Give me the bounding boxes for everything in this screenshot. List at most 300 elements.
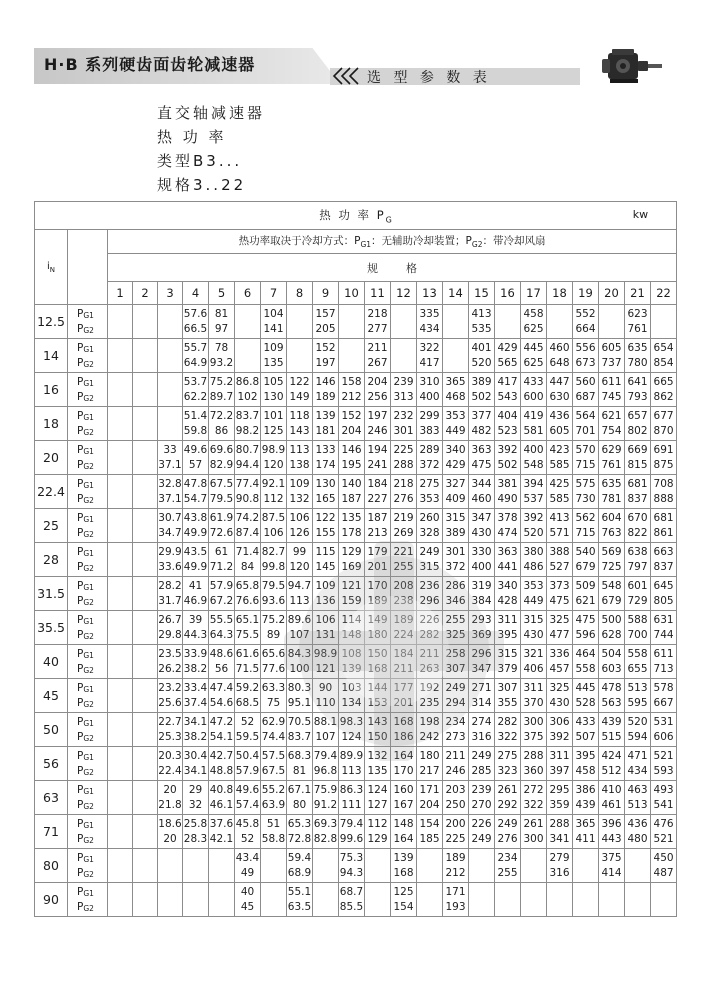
value-cell bbox=[287, 747, 313, 781]
value-cell bbox=[287, 781, 313, 815]
value-pg2: 49 bbox=[240, 866, 255, 879]
size-col-10: 10 bbox=[339, 282, 365, 305]
value-pg2: 95.1 bbox=[287, 696, 312, 709]
value-pg2: 313 bbox=[393, 390, 414, 403]
table-row bbox=[35, 781, 677, 815]
value-pg1: 152 bbox=[315, 341, 336, 354]
value-cell bbox=[391, 305, 417, 339]
value-pair bbox=[625, 783, 650, 813]
value-pg2: 113 bbox=[341, 764, 362, 777]
value-cell bbox=[313, 611, 339, 645]
value-pair bbox=[495, 443, 520, 473]
value-pg1: 40.8 bbox=[209, 783, 234, 796]
value-pg1: 249 bbox=[445, 681, 466, 694]
value-pair bbox=[158, 613, 182, 643]
value-pg2: 54.6 bbox=[209, 696, 234, 709]
value-pg2: 242 bbox=[419, 730, 440, 743]
value-pg1: 81 bbox=[214, 307, 229, 320]
value-cell bbox=[443, 849, 469, 883]
value-cell bbox=[287, 373, 313, 407]
value-cell bbox=[599, 611, 625, 645]
value-cell bbox=[391, 815, 417, 849]
value-pg1 bbox=[339, 341, 364, 356]
value-cell bbox=[469, 713, 495, 747]
pg-label-sub: G1 bbox=[83, 480, 94, 490]
value-cell bbox=[339, 475, 365, 509]
value-pair bbox=[287, 613, 312, 643]
value-pg2: 288 bbox=[393, 458, 414, 471]
value-pg1 bbox=[108, 579, 132, 594]
value-pg1: 52 bbox=[240, 715, 255, 728]
value-pg1: 192 bbox=[419, 681, 440, 694]
value-pair bbox=[108, 885, 132, 915]
value-pg2: 29.8 bbox=[158, 628, 182, 641]
value-cell bbox=[133, 747, 158, 781]
value-pair bbox=[287, 545, 312, 575]
value-cell bbox=[417, 407, 443, 441]
value-pg1: 75.3 bbox=[339, 851, 364, 864]
value-pg2: 273 bbox=[445, 730, 466, 743]
value-pg1: 560 bbox=[575, 375, 596, 388]
value-pg1 bbox=[133, 851, 157, 866]
value-pg1: 531 bbox=[653, 715, 674, 728]
value-pg2 bbox=[417, 900, 442, 915]
size-col-13: 13 bbox=[417, 282, 443, 305]
value-pg1: 105 bbox=[263, 375, 284, 388]
pg-label-main: P bbox=[77, 866, 84, 879]
value-cell bbox=[651, 339, 677, 373]
value-pg2: 246 bbox=[445, 764, 466, 777]
value-pair bbox=[573, 749, 598, 779]
value-pair bbox=[599, 307, 624, 337]
value-pg1 bbox=[599, 307, 624, 322]
value-pg1: 623 bbox=[627, 307, 648, 320]
value-pg1: 18.6 bbox=[158, 817, 182, 830]
value-pair bbox=[133, 579, 157, 609]
value-pg2: 31.7 bbox=[158, 594, 182, 607]
pg-label-main: P bbox=[77, 341, 84, 354]
value-cell bbox=[235, 679, 261, 713]
value-pg1: 340 bbox=[445, 443, 466, 456]
pg-label-main: P bbox=[77, 511, 84, 524]
pg-label-wrap bbox=[77, 511, 107, 541]
value-pg1: 353 bbox=[523, 579, 544, 592]
pg-label-main: P bbox=[77, 545, 84, 558]
value-pg2: 189 bbox=[367, 594, 388, 607]
value-pg1 bbox=[547, 885, 572, 900]
value-pair bbox=[521, 715, 546, 745]
value-pg1: 34.1 bbox=[183, 715, 208, 728]
value-pair bbox=[108, 409, 132, 439]
value-pg1: 344 bbox=[471, 477, 492, 490]
value-pg2: 75 bbox=[266, 696, 281, 709]
value-cell bbox=[133, 475, 158, 509]
value-pair bbox=[235, 647, 260, 677]
value-cell bbox=[443, 577, 469, 611]
value-pg2 bbox=[313, 900, 338, 915]
value-pg2: 507 bbox=[575, 730, 596, 743]
value-pair bbox=[235, 477, 260, 507]
value-cell bbox=[313, 441, 339, 475]
value-pg1 bbox=[133, 783, 157, 798]
value-pg1: 61.6 bbox=[235, 647, 260, 660]
value-pair bbox=[365, 817, 390, 847]
value-pg2 bbox=[183, 900, 208, 915]
value-pair bbox=[469, 511, 494, 541]
value-cell bbox=[158, 747, 183, 781]
value-pg2 bbox=[133, 798, 157, 813]
value-pg1: 439 bbox=[601, 715, 622, 728]
value-pair bbox=[469, 647, 494, 677]
value-cell bbox=[573, 373, 599, 407]
value-pg1: 381 bbox=[497, 477, 518, 490]
pg-label-cell bbox=[68, 577, 108, 611]
size-col-21: 21 bbox=[625, 282, 651, 305]
cooling-note-part-2: ：无辅助冷却装置；P bbox=[371, 235, 472, 248]
value-pg2: 761 bbox=[601, 458, 622, 471]
value-cell bbox=[133, 815, 158, 849]
value-pg2: 212 bbox=[341, 390, 362, 403]
value-pair bbox=[108, 851, 132, 881]
value-pair bbox=[651, 443, 676, 473]
value-pg2: 543 bbox=[497, 390, 518, 403]
value-pg1: 55.2 bbox=[261, 783, 286, 796]
value-cell bbox=[108, 373, 133, 407]
pg-label-sub: G2 bbox=[83, 869, 94, 879]
value-cell bbox=[209, 543, 235, 577]
value-pair bbox=[108, 579, 132, 609]
value-pg1: 70.5 bbox=[287, 715, 312, 728]
value-cell bbox=[235, 543, 261, 577]
value-pg2: 67.2 bbox=[209, 594, 234, 607]
value-pair bbox=[573, 851, 598, 881]
value-cell bbox=[365, 611, 391, 645]
value-pair bbox=[287, 579, 312, 609]
value-pair bbox=[183, 647, 208, 677]
value-cell bbox=[625, 543, 651, 577]
value-pg1: 177 bbox=[393, 681, 414, 694]
value-cell bbox=[235, 611, 261, 645]
value-pg2: 159 bbox=[341, 594, 362, 607]
value-pg1: 171 bbox=[445, 885, 466, 898]
value-pg2 bbox=[108, 356, 132, 371]
value-cell bbox=[651, 305, 677, 339]
value-pg1: 307 bbox=[497, 681, 518, 694]
pg-label-sub: G2 bbox=[83, 427, 94, 437]
value-pair bbox=[287, 681, 312, 711]
value-pair bbox=[287, 817, 312, 847]
value-cell bbox=[417, 781, 443, 815]
value-cell bbox=[495, 305, 521, 339]
value-pg1: 401 bbox=[471, 341, 492, 354]
ratio-header bbox=[35, 230, 68, 305]
value-cell bbox=[313, 815, 339, 849]
value-cell bbox=[599, 475, 625, 509]
value-pg2: 34.1 bbox=[183, 764, 208, 777]
value-cell bbox=[443, 815, 469, 849]
value-pg1 bbox=[108, 647, 132, 662]
value-pg2: 429 bbox=[445, 458, 466, 471]
pg-label-main: P bbox=[77, 594, 84, 607]
value-pair bbox=[235, 341, 260, 371]
value-pg1 bbox=[108, 477, 132, 492]
value-cell bbox=[339, 815, 365, 849]
value-pg2: 375 bbox=[523, 730, 544, 743]
value-pg1 bbox=[133, 477, 157, 492]
value-pg2: 477 bbox=[549, 628, 570, 641]
value-pg1: 436 bbox=[627, 817, 648, 830]
value-pair bbox=[209, 341, 234, 371]
value-cell bbox=[547, 475, 573, 509]
value-pg1: 288 bbox=[549, 817, 570, 830]
value-pg2 bbox=[313, 866, 338, 881]
value-pg2: 178 bbox=[341, 526, 362, 539]
value-pair bbox=[133, 749, 157, 779]
value-pg1: 657 bbox=[627, 409, 648, 422]
value-pg2: 585 bbox=[549, 458, 570, 471]
value-pair bbox=[417, 579, 442, 609]
value-pair bbox=[183, 817, 208, 847]
size-col-3: 3 bbox=[158, 282, 183, 305]
value-pg1: 377 bbox=[471, 409, 492, 422]
value-pg1 bbox=[183, 851, 208, 866]
value-pg2: 563 bbox=[601, 696, 622, 709]
value-pg1: 108 bbox=[341, 647, 362, 660]
value-cell bbox=[469, 679, 495, 713]
value-cell bbox=[521, 373, 547, 407]
value-cell bbox=[133, 781, 158, 815]
value-cell bbox=[158, 339, 183, 373]
value-pg1: 504 bbox=[601, 647, 622, 660]
value-pair bbox=[417, 375, 442, 405]
value-pg1: 258 bbox=[445, 647, 466, 660]
value-cell bbox=[573, 339, 599, 373]
value-pg1: 211 bbox=[419, 647, 440, 660]
value-cell bbox=[599, 747, 625, 781]
value-cell bbox=[158, 475, 183, 509]
value-cell bbox=[235, 815, 261, 849]
value-cell bbox=[365, 509, 391, 543]
size-col-15: 15 bbox=[469, 282, 495, 305]
value-pg2: 621 bbox=[575, 594, 596, 607]
pg-label-1 bbox=[77, 749, 107, 764]
value-pair bbox=[547, 545, 572, 575]
value-pair bbox=[287, 307, 312, 337]
value-pg2 bbox=[235, 322, 260, 337]
value-pg2: 76.6 bbox=[235, 594, 260, 607]
value-pg1: 168 bbox=[393, 715, 414, 728]
value-pg1: 396 bbox=[601, 817, 622, 830]
value-pg2: 667 bbox=[653, 696, 674, 709]
value-pg2 bbox=[158, 322, 182, 337]
value-pair bbox=[313, 511, 338, 541]
pg-label-cell bbox=[68, 815, 108, 849]
value-cell bbox=[625, 849, 651, 883]
pg-label-main: P bbox=[77, 628, 84, 641]
value-pair bbox=[133, 681, 157, 711]
value-pair bbox=[521, 579, 546, 609]
value-pair bbox=[287, 851, 312, 881]
value-pg2: 443 bbox=[601, 832, 622, 845]
value-pair bbox=[443, 783, 468, 813]
value-pg2 bbox=[495, 322, 520, 337]
value-pg1 bbox=[133, 375, 157, 390]
size-col-7: 7 bbox=[261, 282, 287, 305]
value-pg1: 211 bbox=[445, 749, 466, 762]
value-cell bbox=[183, 543, 209, 577]
value-pg1 bbox=[108, 783, 132, 798]
value-pg1: 353 bbox=[445, 409, 466, 422]
value-pg2 bbox=[158, 390, 182, 405]
value-pg2: 174 bbox=[315, 458, 336, 471]
value-pg2 bbox=[417, 866, 442, 881]
value-pg1 bbox=[133, 613, 157, 628]
value-pair bbox=[209, 375, 234, 405]
value-pair bbox=[158, 647, 182, 677]
value-pair bbox=[521, 511, 546, 541]
value-pg1: 198 bbox=[419, 715, 440, 728]
value-pg1: 433 bbox=[575, 715, 596, 728]
value-pair bbox=[599, 409, 624, 439]
value-cell bbox=[651, 577, 677, 611]
value-pg2 bbox=[158, 424, 182, 439]
value-cell bbox=[339, 441, 365, 475]
value-cell bbox=[625, 577, 651, 611]
value-cell bbox=[495, 475, 521, 509]
value-pair bbox=[158, 749, 182, 779]
value-pg1: 106 bbox=[289, 511, 310, 524]
value-pg2: 22.4 bbox=[158, 764, 182, 777]
value-pair bbox=[365, 647, 390, 677]
value-cell bbox=[599, 305, 625, 339]
pg-label-sub: G1 bbox=[83, 650, 94, 660]
value-pg2 bbox=[391, 322, 416, 337]
value-pair bbox=[651, 579, 676, 609]
value-pg1: 152 bbox=[341, 409, 362, 422]
value-pg1: 41 bbox=[188, 579, 203, 592]
value-pair bbox=[183, 511, 208, 541]
value-pair bbox=[521, 851, 546, 881]
value-cell bbox=[365, 407, 391, 441]
value-pg2: 316 bbox=[549, 866, 570, 879]
value-pg1: 509 bbox=[575, 579, 596, 592]
value-pg2: 167 bbox=[393, 798, 414, 811]
value-pg2: 148 bbox=[341, 628, 362, 641]
value-cell bbox=[108, 305, 133, 339]
value-cell bbox=[365, 815, 391, 849]
pg-label-main: P bbox=[77, 424, 84, 437]
value-pair bbox=[339, 851, 364, 881]
value-pair bbox=[599, 783, 624, 813]
value-pg1: 37.6 bbox=[209, 817, 234, 830]
value-pg1: 47.8 bbox=[183, 477, 208, 490]
value-cell bbox=[391, 781, 417, 815]
value-pg2: 409 bbox=[445, 492, 466, 505]
value-cell bbox=[651, 373, 677, 407]
value-pair bbox=[209, 715, 234, 745]
value-pg2 bbox=[391, 356, 416, 371]
value-pg2: 46.1 bbox=[209, 798, 234, 811]
value-pg1: 62.9 bbox=[261, 715, 286, 728]
value-pg2 bbox=[108, 628, 132, 643]
value-pair bbox=[158, 443, 182, 473]
value-pg2: 86 bbox=[214, 424, 229, 437]
value-cell bbox=[443, 441, 469, 475]
value-pair bbox=[158, 477, 182, 507]
value-pair bbox=[651, 341, 676, 371]
value-pair bbox=[573, 307, 598, 337]
value-cell bbox=[108, 747, 133, 781]
pg-label-main: P bbox=[77, 783, 84, 796]
value-pair bbox=[287, 511, 312, 541]
table-row bbox=[35, 679, 677, 713]
value-pg1: 187 bbox=[367, 511, 388, 524]
value-cell bbox=[599, 781, 625, 815]
value-cell bbox=[495, 781, 521, 815]
value-pair bbox=[625, 885, 650, 915]
value-pg2: 255 bbox=[497, 866, 518, 879]
value-pg2: 238 bbox=[393, 594, 414, 607]
pg-label-sub: G2 bbox=[83, 733, 94, 743]
value-pair bbox=[599, 647, 624, 677]
value-pg2 bbox=[133, 900, 157, 915]
value-pair bbox=[339, 443, 364, 473]
pg-label-2 bbox=[77, 900, 107, 915]
value-pg1: 51.4 bbox=[183, 409, 208, 422]
value-pg2: 106 bbox=[263, 526, 284, 539]
value-cell bbox=[573, 883, 599, 917]
value-pair bbox=[235, 783, 260, 813]
value-pair bbox=[235, 715, 260, 745]
value-pair bbox=[625, 341, 650, 371]
value-pg1: 86.8 bbox=[235, 375, 260, 388]
value-pg2: 241 bbox=[367, 458, 388, 471]
value-pg2: 59.5 bbox=[235, 730, 260, 743]
value-pg2: 520 bbox=[523, 526, 544, 539]
value-pair bbox=[365, 749, 390, 779]
value-pg1: 234 bbox=[497, 851, 518, 864]
pg-label-main: P bbox=[77, 409, 84, 422]
value-pg2: 294 bbox=[445, 696, 466, 709]
value-pair bbox=[183, 409, 208, 439]
value-pg2 bbox=[133, 390, 157, 405]
value-pg1 bbox=[133, 749, 157, 764]
value-pg1: 92.1 bbox=[261, 477, 286, 490]
value-cell bbox=[339, 305, 365, 339]
value-pair bbox=[133, 885, 157, 915]
value-pair bbox=[625, 647, 650, 677]
value-cell bbox=[521, 339, 547, 373]
value-pg1: 146 bbox=[341, 443, 362, 456]
value-pg1: 98.3 bbox=[339, 715, 364, 728]
value-pair bbox=[339, 409, 364, 439]
value-pair bbox=[209, 749, 234, 779]
value-pair bbox=[183, 681, 208, 711]
value-pair bbox=[547, 375, 572, 405]
value-pair bbox=[235, 545, 260, 575]
value-cell bbox=[469, 509, 495, 543]
pg-label-1 bbox=[77, 443, 107, 458]
value-cell bbox=[573, 543, 599, 577]
value-pg2 bbox=[158, 356, 182, 371]
value-cell bbox=[365, 543, 391, 577]
value-pg1: 300 bbox=[523, 715, 544, 728]
value-pair bbox=[443, 341, 468, 371]
value-pg1: 293 bbox=[471, 613, 492, 626]
value-pair bbox=[339, 817, 364, 847]
value-pg2: 113 bbox=[289, 594, 310, 607]
value-pg2: 449 bbox=[523, 594, 544, 607]
